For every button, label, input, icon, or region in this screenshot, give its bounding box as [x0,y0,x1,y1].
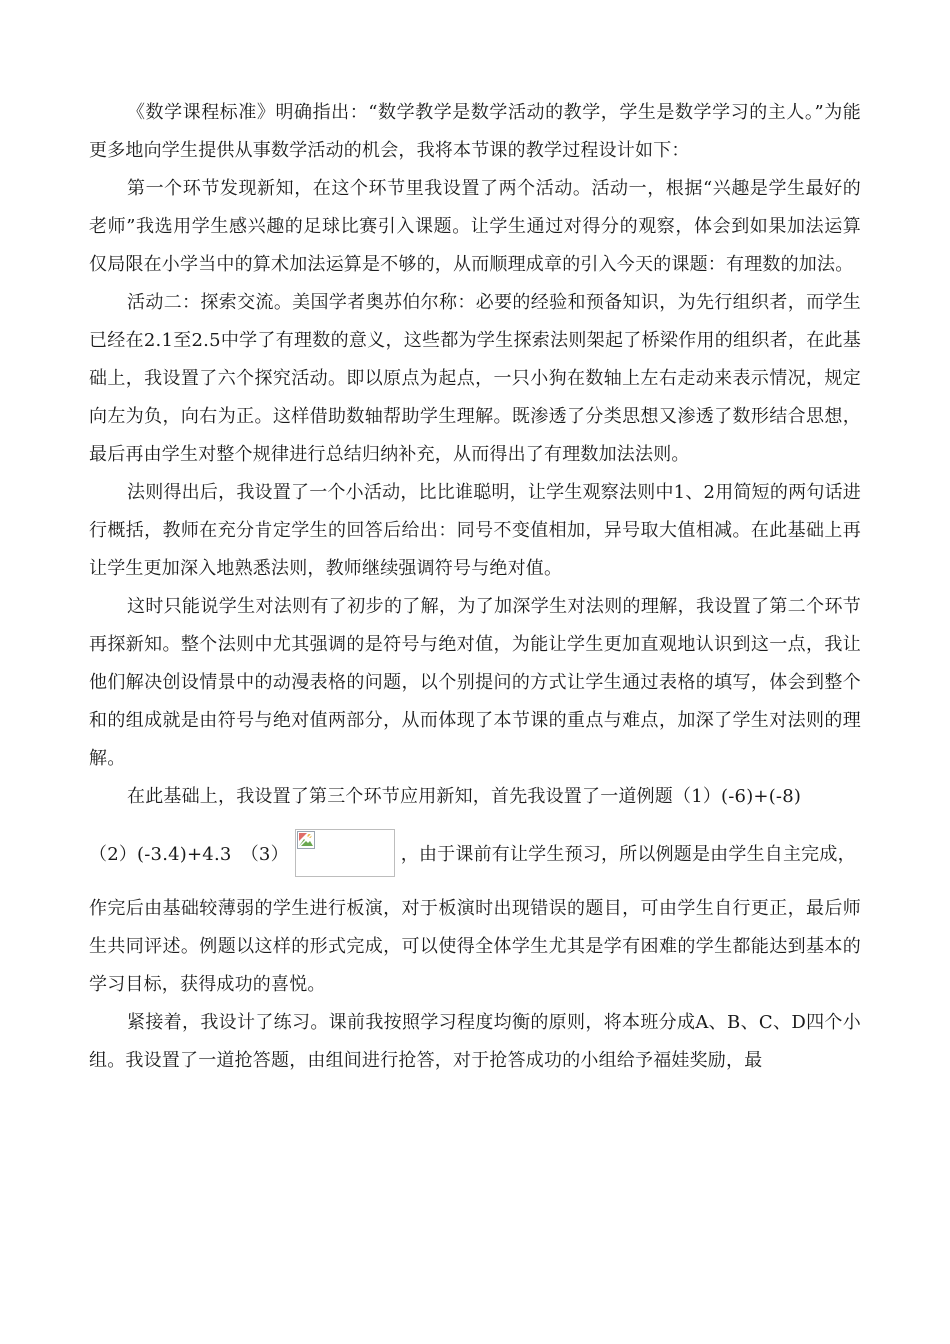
paragraph-intro: 《数学课程标准》明确指出：“数学教学是数学活动的教学，学生是数学学习的主人。”为能更多地向学生提供从事数学活动的机会，我将本节课的教学过程设计如下： [89,102,861,161]
paragraph-activity-two: 活动二：探索交流。美国学者奥苏伯尔称：必要的经验和预备知识，为先行组织者，而学生已经在2.1至2.5中学了有理数的意义，这些都为学生探索法则架起了桥梁作用的组织者，在此基础上，我设置了六个探究活动。即以原点为起点，一只小狗在数轴上左右走动来表示情况，规定向左为负，向右为正。这样借助数轴帮助学生理解。既渗透了分类思想又渗透了数形结合思想，最后再由学生对整个规律进行总结归纳补充，从而得出了有理数加法法则。 [89,292,861,465]
document-page [89,94,861,1080]
paragraph-stage-three-rest: 作完后由基础较薄弱的学生进行板演，对于板演时出现错误的题目，可由学生自行更正，最后师生共同评述。例题以这样的形式完成，可以使得全体学生尤其是学有困难的学生都能达到基本的学习目标，获得成功的喜悦。 [89,898,861,995]
example-problems-after: ，由于课前有让学生预习，所以例题是由学生自主完成， [400,844,856,865]
broken-image-icon [297,831,315,849]
example-problems-before: （2）(-3.4)+4.3 （3） [89,844,289,865]
paragraph-stage-three-line1: 在此基础上，我设置了第三个环节应用新知，首先我设置了一道例题（1）(-6)+(-8) [127,786,802,807]
paragraph-stage-two: 这时只能说学生对法则有了初步的了解，为了加深学生对法则的理解，我设置了第二个环节再探新知。整个法则中尤其强调的是符号与绝对值，为能让学生更加直观地认识到这一点，我让他们解决创设情景中的动漫表格的问题，以个别提问的方式让学生通过表格的填写，体会到整个和的组成就是由符号与绝对值两部分，从而体现了本节课的重点与难点，加深了学生对法则的理解。 [89,596,861,769]
paragraph-stage-one: 第一个环节发现新知，在这个环节里我设置了两个活动。活动一，根据“兴趣是学生最好的老师”我选用学生感兴趣的足球比赛引入课题。让学生通过对得分的观察，体会到如果加法运算仅局限在小学当中的算术加法运算是不够的，从而顺理成章的引入今天的课题：有理数的加法。 [89,178,861,275]
embedded-formula-image [295,829,395,877]
paragraph-practice: 紧接着，我设计了练习。课前我按照学习程度均衡的原则，将本班分成A、B、C、D四个小组。我设置了一道抢答题，由组间进行抢答，对于抢答成功的小组给予福娃奖励，最 [89,1012,861,1071]
example-problems-row [89,816,861,890]
paragraph-rule-summary: 法则得出后，我设置了一个小活动，比比谁聪明，让学生观察法则中1、2用简短的两句话进行概括，教师在充分肯定学生的回答后给出：同号不变值相加，异号取大值相减。在此基础上再让学生更加深入地熟悉法则，教师继续强调符号与绝对值。 [89,482,861,579]
